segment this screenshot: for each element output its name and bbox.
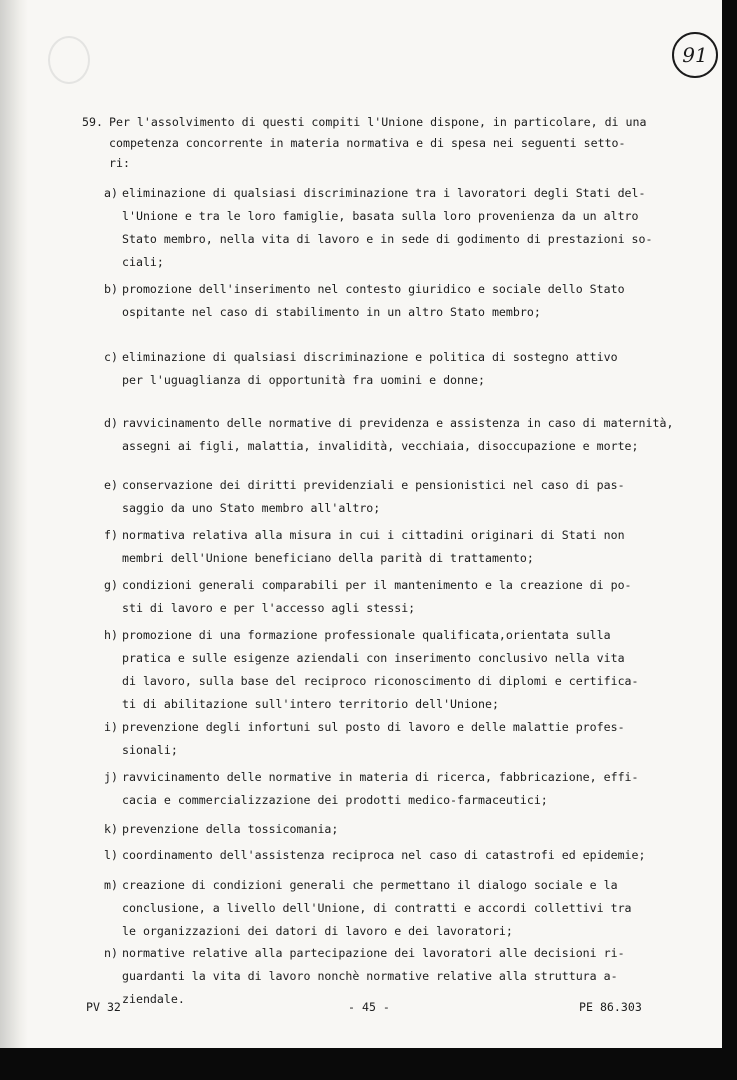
list-item-k: [104, 818, 704, 841]
list-item-e: [104, 474, 704, 520]
item-line: prevenzione degli infortuni sul posto di lavoro e delle malattie profes-: [122, 720, 625, 734]
item-line: ospitante nel caso di stabilimento in un altro Stato membro;: [122, 305, 541, 319]
item-label: b): [104, 282, 118, 296]
list-item-l: [104, 844, 704, 867]
item-line: prevenzione della tossicomania;: [122, 822, 339, 836]
page-number-stamp-text: 91: [682, 43, 708, 67]
item-line: ravvicinamento delle normative in materia di ricerca, fabbricazione, effi-: [122, 770, 639, 784]
item-line: membri dell'Unione beneficiano della parità di trattamento;: [122, 551, 534, 565]
item-line: sti di lavoro e per l'accesso agli stessi;: [122, 601, 416, 615]
intro-line: ri:: [109, 156, 130, 170]
list-item-m: [104, 874, 704, 943]
list-item-b: [104, 278, 704, 324]
item-line: sionali;: [122, 743, 178, 757]
item-line: eliminazione di qualsiasi discriminazione e politica di sostegno attivo: [122, 350, 618, 364]
item-line: guardanti la vita di lavoro nonchè normative relative alla struttura a-: [122, 969, 618, 983]
item-line: ciali;: [122, 255, 164, 269]
page-number-stamp: [672, 32, 718, 78]
item-line: conservazione dei diritti previdenziali e pensionistici nel caso di pas-: [122, 478, 625, 492]
item-line: conclusione, a livello dell'Unione, di contratti e accordi collettivi tra: [122, 901, 632, 915]
page-footer: [86, 1000, 646, 1020]
item-line: saggio da uno Stato membro all'altro;: [122, 501, 381, 515]
item-label: e): [104, 478, 118, 492]
item-line: promozione di una formazione professionale qualificata,orientata sulla: [122, 628, 611, 642]
item-line: assegni ai figli, malattia, invalidità, vecchiaia, disoccupazione e morte;: [122, 439, 639, 453]
item-line: le organizzazioni dei datori di lavoro e dei lavoratori;: [122, 924, 513, 938]
footer-doc-ref: PV 32: [86, 1000, 121, 1014]
item-label: c): [104, 350, 118, 364]
list-item-c: [104, 346, 704, 392]
item-label: f): [104, 528, 118, 542]
list-item-h: [104, 624, 704, 716]
item-line: creazione di condizioni generali che permettano il dialogo sociale e la: [122, 878, 618, 892]
footer-page-number: - 45 -: [348, 1000, 390, 1014]
item-line: ti di abilitazione sull'intero territorio dell'Unione;: [122, 697, 499, 711]
item-line: di lavoro, sulla base del reciproco riconoscimento di diplomi e certifica-: [122, 674, 639, 688]
scan-border-right: [722, 0, 737, 1080]
item-line: coordinamento dell'assistenza reciproca nel caso di catastrofi ed epidemie;: [122, 848, 646, 862]
item-line: normativa relativa alla misura in cui i cittadini originari di Stati non: [122, 528, 625, 542]
item-label: h): [104, 628, 118, 642]
list-item-g: [104, 574, 704, 620]
item-line: promozione dell'inserimento nel contesto giuridico e sociale dello Stato: [122, 282, 625, 296]
item-line: normative relative alla partecipazione dei lavoratori alle decisioni ri-: [122, 946, 625, 960]
footer-pe-number: PE 86.303: [579, 1000, 642, 1014]
item-label: k): [104, 822, 118, 836]
list-item-a: [104, 182, 704, 274]
item-line: pratica e sulle esigenze aziendali con inserimento conclusivo nella vita: [122, 651, 625, 665]
faint-stamp-mark: [48, 36, 90, 84]
item-label: m): [104, 878, 118, 892]
item-line: per l'uguaglianza di opportunità fra uomini e donne;: [122, 373, 485, 387]
item-label: l): [104, 848, 118, 862]
item-line: Stato membro, nella vita di lavoro e in sede di godimento di prestazioni so-: [122, 232, 653, 246]
paragraph-number: 59.: [82, 115, 103, 129]
item-label: n): [104, 946, 118, 960]
item-label: d): [104, 416, 118, 430]
list-item-i: [104, 716, 704, 762]
item-label: j): [104, 770, 118, 784]
list-item-f: [104, 524, 704, 570]
item-line: ravvicinamento delle normative di previdenza e assistenza in caso di maternità,: [122, 416, 674, 430]
item-line: cacia e commercializzazione dei prodotti medico-farmaceutici;: [122, 793, 548, 807]
list-item-j: [104, 766, 704, 812]
intro-line: Per l'assolvimento di questi compiti l'Unione dispone, in particolare, di una: [109, 115, 647, 129]
item-label: g): [104, 578, 118, 592]
item-label: a): [104, 186, 118, 200]
intro-paragraph: [82, 112, 672, 174]
item-label: i): [104, 720, 118, 734]
list-item-d: [104, 412, 704, 458]
scan-border-bottom: [0, 1048, 737, 1080]
item-line: l'Unione e tra le loro famiglie, basata sulla loro provenienza da un altro: [122, 209, 639, 223]
item-line: ziendale.: [122, 992, 185, 1006]
item-line: eliminazione di qualsiasi discriminazione tra i lavoratori degli Stati del-: [122, 186, 646, 200]
item-line: condizioni generali comparabili per il mantenimento e la creazione di po-: [122, 578, 632, 592]
intro-line: competenza concorrente in materia normativa e di spesa nei seguenti setto-: [109, 135, 626, 150]
